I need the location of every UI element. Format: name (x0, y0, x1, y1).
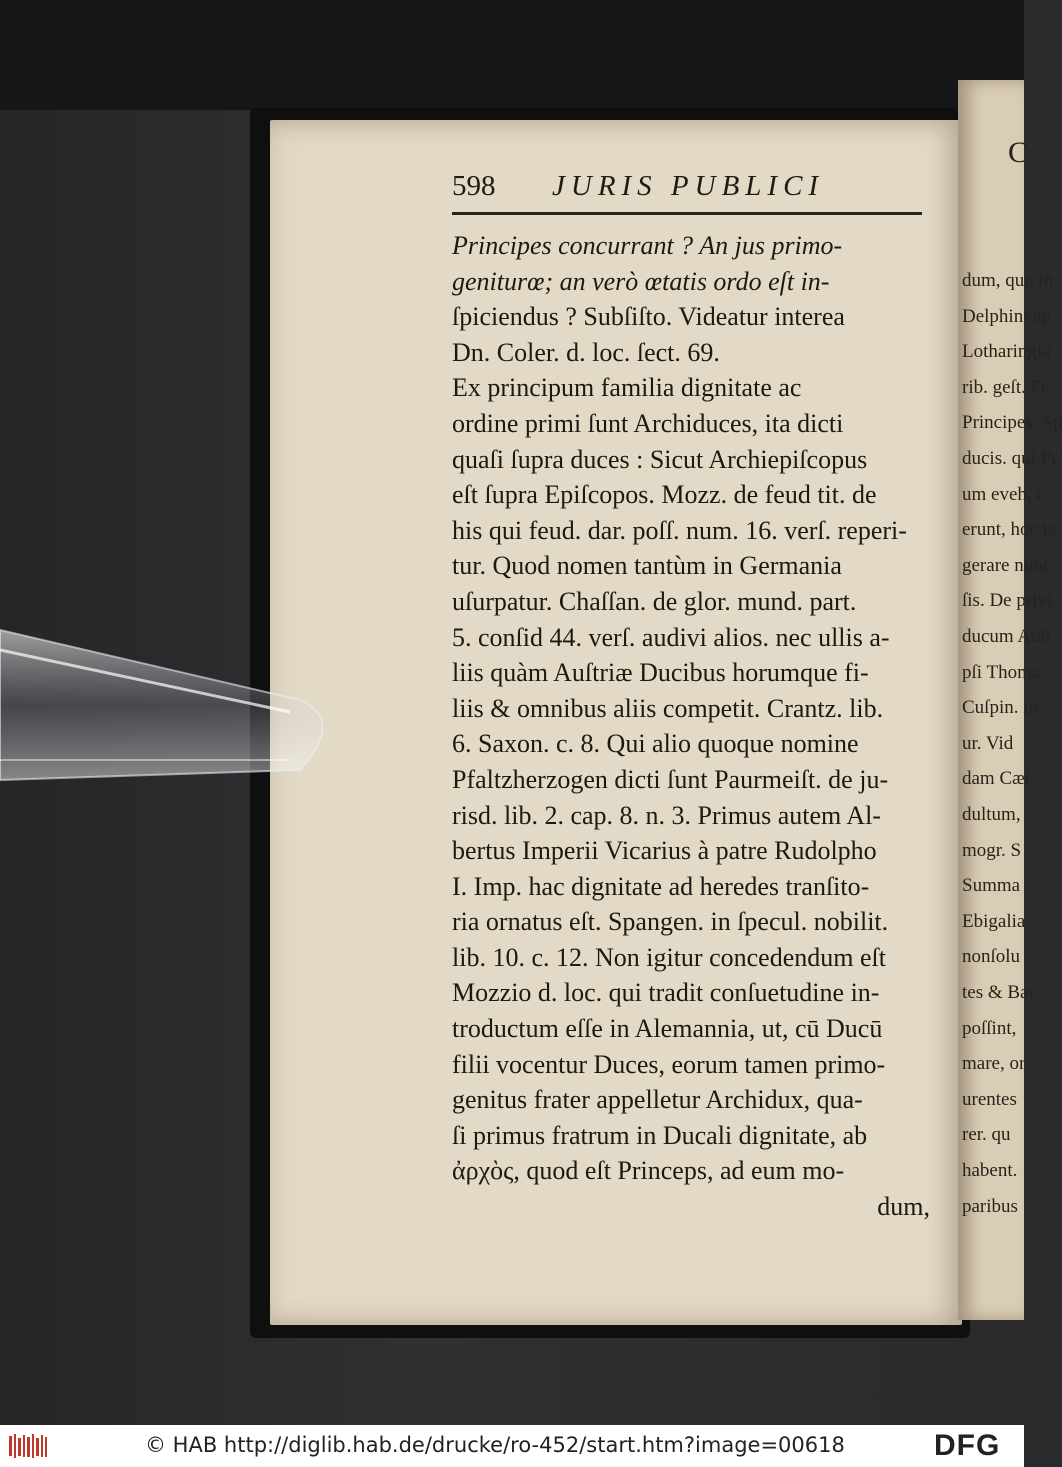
text-line: lib. 10. c. 12. Non igitur concedendum eſt (452, 942, 886, 972)
facing-page-line: ſis. De privi (962, 590, 1053, 612)
facing-page-line: urentes (962, 1088, 1017, 1110)
facing-page-line: habent. (962, 1160, 1018, 1181)
facing-page-line: dum, quo in (962, 270, 1054, 291)
text-line: ſi primus fratrum in Ducali dignitate, ab (452, 1120, 868, 1150)
viewer-footer (0, 1425, 1024, 1467)
facing-page-line: um eveh, c (962, 483, 1045, 505)
text-line: liis & omnibus aliis competit. Crantz. lib. (452, 693, 884, 723)
text-line: Pfaltzherzogen dicti ſunt Paurmeiſt. de ju- (452, 764, 889, 794)
text-line: ſpiciendus ? Subſiſto. Videatur interea (452, 302, 845, 332)
facing-page-line: nonſolu (962, 946, 1021, 968)
facing-page-line: erunt, hoc ta (962, 519, 1057, 541)
facing-page-line: Lotharingia (962, 341, 1051, 363)
text-line: troductum eſſe in Alemannia, ut, cū Ducū (452, 1014, 883, 1044)
glass-weight-rod (0, 620, 360, 820)
text-line: 6. Saxon. c. 8. Qui alio quoque nomine (452, 729, 859, 759)
text-line: Principes concurrant ? An jus primo- (452, 231, 843, 260)
body-text (452, 228, 930, 1225)
copyright-url-text: © HAB http://diglib.hab.de/drucke/ro-452/start.htm?image=00618 (145, 1433, 845, 1457)
hab-logo-icon (8, 1432, 48, 1460)
facing-page-line: dam Cæſ (962, 768, 1031, 790)
text-line: I. Imp. hac dignitate ad heredes tranſito- (452, 871, 870, 901)
facing-page-line: paribus (962, 1195, 1018, 1217)
header-rule (452, 212, 922, 215)
page-header (452, 170, 922, 212)
facing-page-line: Principes. Sp (962, 412, 1062, 434)
text-line: risd. lib. 2. cap. 8. n. 3. Primus autem Al- (452, 800, 881, 830)
facing-page-line: Cuſpin. in (962, 697, 1039, 719)
facing-page-line: rib. geſt. Fr (962, 376, 1048, 398)
facing-page-line: gerare nunc (962, 554, 1052, 576)
text-line: filii vocentur Duces, eorum tamen primo- (452, 1049, 886, 1079)
text-line: geniturœ; an verò œtatis ordo eſt in- (452, 266, 830, 296)
text-line: genitus frater appelletur Archidux, qua- (452, 1085, 863, 1115)
text-line: tur. Quod nomen tantùm in Germania (452, 551, 842, 581)
facing-page-line: ducum Auſt (962, 626, 1052, 647)
facing-page-heading: C (1008, 136, 1029, 169)
text-line: his qui feud. dar. poſſ. num. 16. verſ. reperi- (452, 515, 907, 545)
text-line: Dn. Coler. d. loc. ſect. 69. (452, 337, 720, 367)
facing-page-line: poſſint, (962, 1017, 1017, 1039)
facing-page-line: mogr. S (962, 839, 1022, 861)
text-line: ordine primi ſunt Archiduces, ita dicti (452, 408, 844, 438)
text-line: ἀρχὸς, quod eſt Princeps, ad eum mo- (452, 1156, 845, 1186)
dark-backdrop-band (0, 0, 1024, 110)
dfg-logo: DFG (934, 1429, 1001, 1462)
facing-page-line: Summa (962, 875, 1021, 897)
facing-page-line: ur. Vid (962, 732, 1014, 754)
text-line: Mozzio d. loc. qui tradit conſuetudine in- (452, 978, 880, 1008)
text-line: uſurpatur. Chaſſan. de glor. mund. part. (452, 586, 857, 616)
facing-page-line: Delphini ap (962, 305, 1052, 327)
text-line: 5. conſid 44. verſ. audivi alios. nec ullis a- (452, 622, 890, 652)
text-line: bertus Imperii Vicarius à patre Rudolpho (452, 836, 877, 866)
text-line: ria ornatus eſt. Spangen. in ſpecul. nobilit. (452, 907, 889, 937)
text-line: eſt ſupra Epiſcopos. Mozz. de feud tit. de (452, 480, 877, 510)
facing-page-line: rer. qu (962, 1124, 1011, 1146)
text-line: liis quàm Auſtriæ Ducibus horumque fi- (452, 658, 869, 688)
running-title: JURIS PUBLICI (552, 170, 825, 202)
facing-page-line: mare, or (962, 1053, 1026, 1075)
facing-page-line: pſi Thoma (962, 661, 1041, 683)
facing-page-line: dultum, (962, 804, 1021, 825)
facing-page-line: Ebigalia (962, 910, 1026, 932)
facing-page (958, 80, 1062, 1320)
facing-page-line: ducis. qui Pr (962, 448, 1058, 469)
text-line: Ex principum familia dignitate ac (452, 373, 802, 403)
facing-page-line: tes & Bar (962, 982, 1035, 1003)
page-number: 598 (452, 170, 496, 202)
text-line: quaſi ſupra duces : Sicut Archiepiſcopus (452, 444, 868, 474)
catchword: dum, (877, 1192, 930, 1222)
